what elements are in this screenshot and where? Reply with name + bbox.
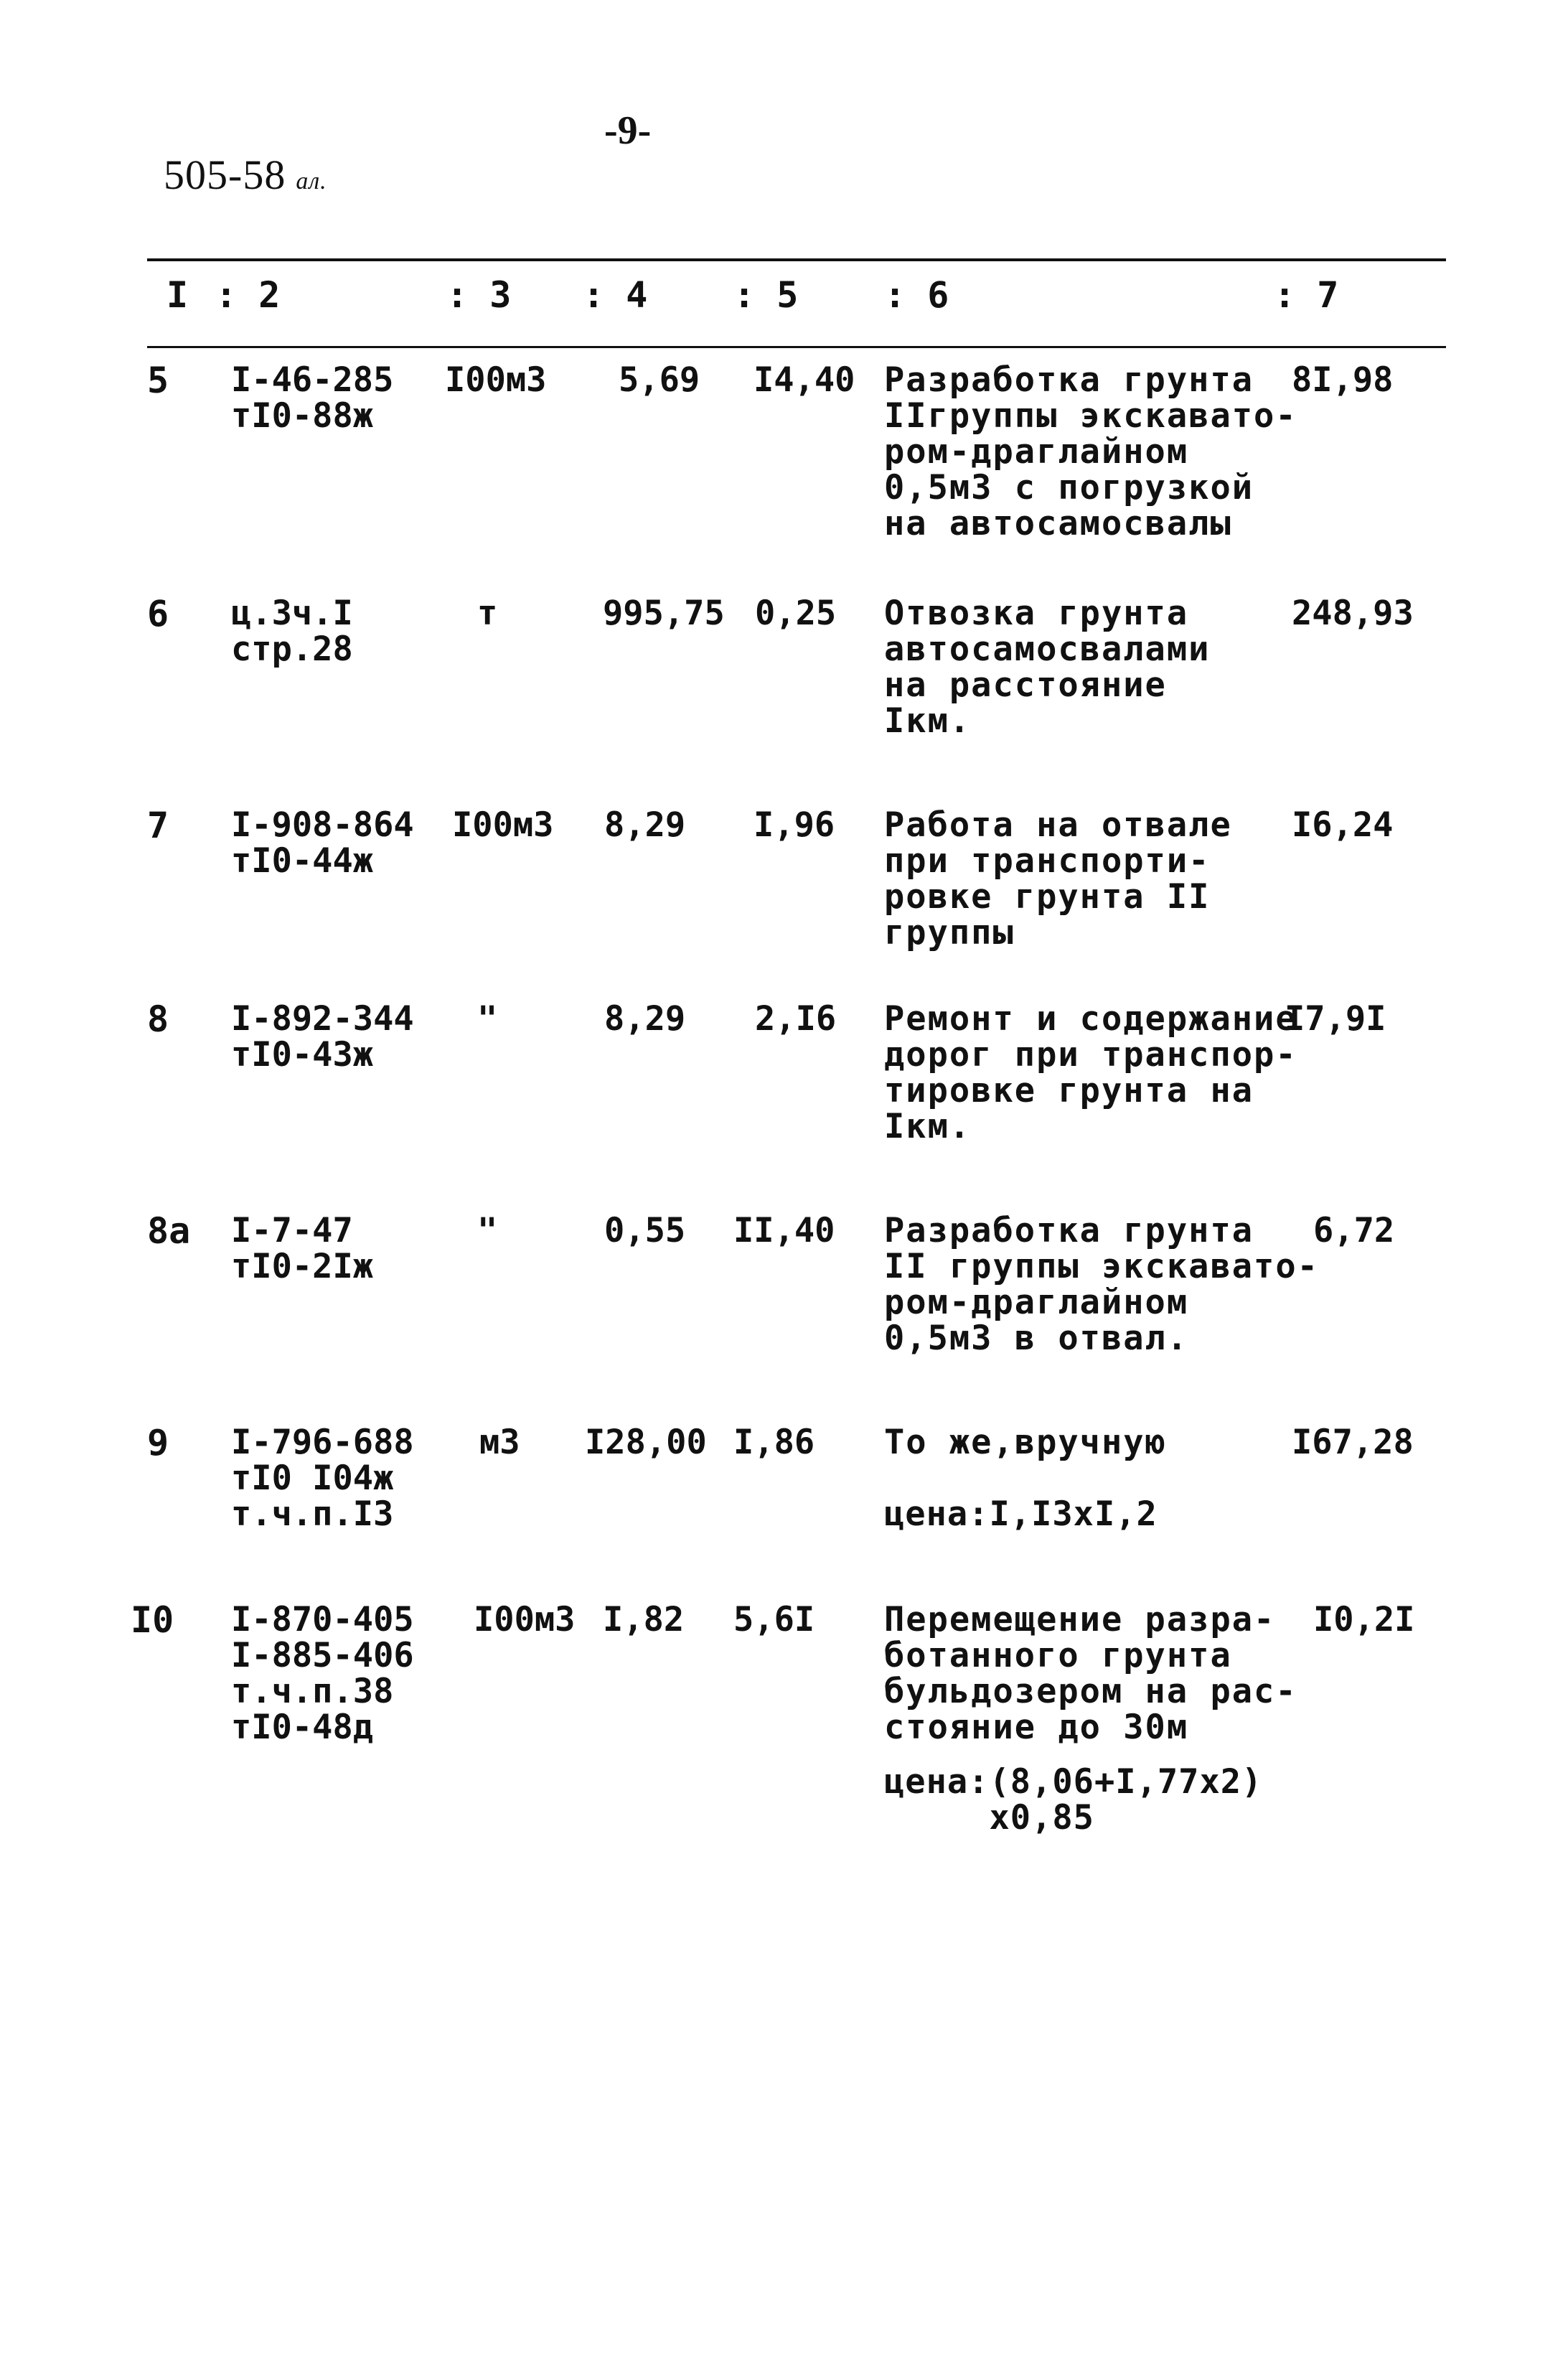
row-unit: " [477, 999, 498, 1039]
row-price-note: цена:(8,06+I,77х2) х0,85 [884, 1762, 1263, 1838]
row-unit: " [477, 1211, 498, 1250]
row-description: То же,вручную [884, 1423, 1167, 1462]
row-unit-price: I,96 [754, 805, 835, 845]
row-quantity: 8,29 [604, 999, 686, 1039]
document-code-mark: ал. [296, 168, 327, 195]
row-quantity: I28,00 [585, 1423, 707, 1462]
row-reference: I-892-344 тI0-43ж [231, 999, 414, 1075]
table-top-rule [147, 258, 1446, 261]
row-number: 9 [147, 1422, 169, 1464]
row-unit: I00м3 [445, 360, 547, 400]
row-unit: т [477, 594, 498, 633]
row-quantity: 995,75 [603, 594, 725, 633]
row-total: I6,24 [1292, 805, 1394, 845]
row-quantity: I,82 [603, 1600, 685, 1639]
table-header-rule [147, 346, 1446, 348]
row-unit-price: II,40 [733, 1211, 835, 1250]
row-description: Перемещение разра- ботанного грунта бульдозером на рас- стояние до 30м [884, 1600, 1297, 1747]
row-unit: м3 [479, 1423, 520, 1462]
row-unit-price: 0,25 [755, 594, 837, 633]
row-description: Разработка грунта IIгруппы экскавато- ром-драглайном 0,5м3 с погрузкой на автосамосвалы [884, 360, 1297, 543]
row-reference: I-870-405 I-885-406 т.ч.п.38 тI0-48д [231, 1600, 414, 1747]
row-unit-price: 5,6I [733, 1600, 815, 1639]
row-number: 8а [147, 1210, 191, 1252]
row-reference: I-46-285 тI0-88ж [231, 360, 394, 436]
row-number: 6 [147, 593, 169, 635]
column-header-6: : 6 [884, 274, 949, 316]
row-description: Отвозка грунта автосамосвалами на расстояние Iкм. [884, 594, 1211, 741]
row-reference: I-796-688 тI0 I04ж т.ч.п.I3 [231, 1423, 414, 1534]
column-header-2: : 2 [215, 274, 281, 316]
page-number: -9- [604, 108, 652, 153]
document-code-text: 505-58 [164, 151, 286, 198]
row-reference: ц.3ч.I стр.28 [231, 594, 353, 669]
document-code [164, 151, 327, 199]
row-description: Работа на отвале при транспорти- ровке грунта II группы [884, 805, 1232, 953]
row-description: Разработка грунта II группы экскавато- ром-драглайном 0,5м3 в отвал. [884, 1211, 1319, 1358]
row-unit-price: I4,40 [754, 360, 855, 400]
row-unit: I00м3 [474, 1600, 576, 1639]
row-reference: I-7-47 тI0-2Iж [231, 1211, 374, 1286]
column-header-3: : 3 [446, 274, 512, 316]
column-header-7: : 7 [1274, 274, 1339, 316]
row-quantity: 8,29 [604, 805, 686, 845]
row-number: I0 [131, 1599, 174, 1641]
row-unit-price: 2,I6 [755, 999, 837, 1039]
row-total: I67,28 [1292, 1423, 1414, 1462]
row-unit: I00м3 [452, 805, 554, 845]
row-quantity: 5,69 [619, 360, 700, 400]
row-number: 8 [147, 998, 169, 1040]
column-header-5: : 5 [733, 274, 799, 316]
row-number: 5 [147, 360, 169, 401]
row-total: 248,93 [1292, 594, 1414, 633]
column-header-4: : 4 [583, 274, 648, 316]
row-reference: I-908-864 тI0-44ж [231, 805, 414, 881]
row-price-note: цена:I,I3хI,2 [884, 1494, 1158, 1534]
column-header-1: I [166, 274, 189, 316]
row-total: I7,9I [1285, 999, 1386, 1039]
row-number: 7 [147, 805, 169, 846]
row-total: 8I,98 [1292, 360, 1394, 400]
row-description: Ремонт и содержание дорог при транспор- тировке грунта на Iкм. [884, 999, 1297, 1146]
row-total: I0,2I [1313, 1600, 1415, 1639]
row-unit-price: I,86 [733, 1423, 815, 1462]
row-quantity: 0,55 [604, 1211, 686, 1250]
row-total: 6,72 [1313, 1211, 1395, 1250]
